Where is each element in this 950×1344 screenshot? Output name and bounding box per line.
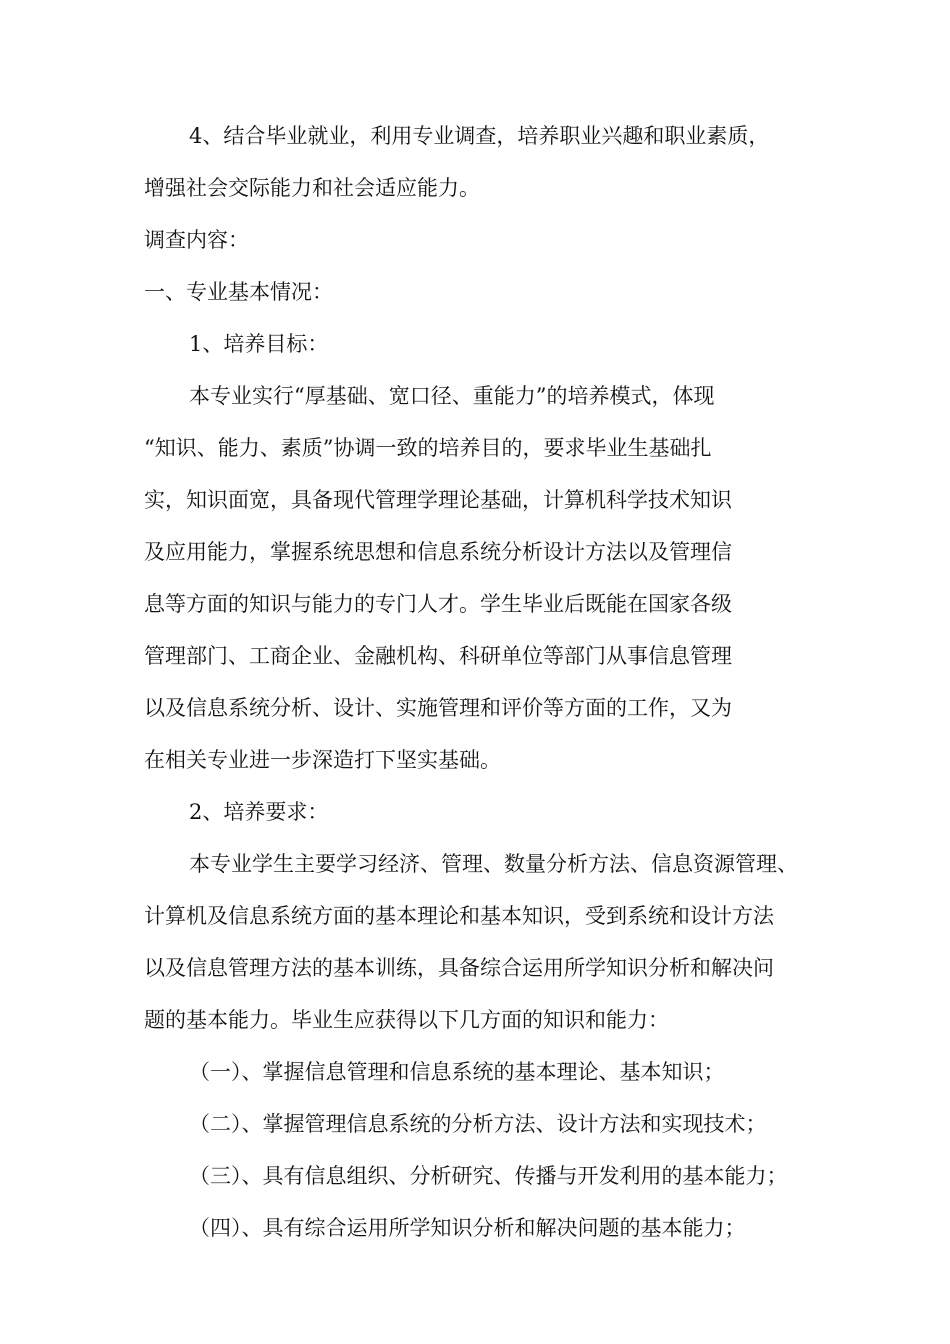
- paragraph-line: 实，知识面宽，具备现代管理学理论基础，计算机科学技术知识: [144, 488, 732, 512]
- paragraph-line: 及应用能力，掌握系统思想和信息系统分析设计方法以及管理信: [144, 540, 732, 564]
- paragraph-line: 以及信息管理方法的基本训练，具备综合运用所学知识分析和解决问: [144, 956, 774, 980]
- paragraph-line: 息等方面的知识与能力的专门人才。学生毕业后既能在国家各级: [144, 592, 732, 616]
- paragraph-line: 增强社会交际能力和社会适应能力。: [144, 176, 480, 200]
- subsection-heading: 2、培养要求：: [189, 800, 329, 824]
- list-item: （二）、掌握管理信息系统的分析方法、设计方法和实现技术；: [189, 1112, 767, 1136]
- paragraph-line: 计算机及信息系统方面的基本理论和基本知识，受到系统和设计方法: [144, 904, 774, 928]
- paragraph-line: 本专业学生主要学习经济、管理、数量分析方法、信息资源管理、: [189, 852, 798, 876]
- list-item: （一）、掌握信息管理和信息系统的基本理论、基本知识；: [189, 1060, 725, 1084]
- section-heading: 调查内容：: [144, 228, 249, 252]
- subsection-heading: 1、培养目标：: [189, 332, 329, 356]
- list-item: （四）、具有综合运用所学知识分析和解决问题的基本能力；: [189, 1216, 746, 1240]
- section-heading: 一、专业基本情况：: [144, 280, 333, 304]
- paragraph-line: “知识、能力、素质”协调一致的培养目的，要求毕业生基础扎: [144, 436, 712, 460]
- paragraph-line: 4、结合毕业就业，利用专业调查，培养职业兴趣和职业素质，: [189, 124, 770, 148]
- paragraph-line: 以及信息系统分析、设计、实施管理和评价等方面的工作，又为: [144, 696, 732, 720]
- paragraph-line: 在相关专业进一步深造打下坚实基础。: [144, 748, 501, 772]
- list-item: （三）、具有信息组织、分析研究、传播与开发利用的基本能力；: [189, 1164, 788, 1188]
- paragraph-line: 题的基本能力。毕业生应获得以下几方面的知识和能力：: [144, 1008, 669, 1032]
- paragraph-line: 管理部门、工商企业、金融机构、科研单位等部门从事信息管理: [144, 644, 732, 668]
- paragraph-line: 本专业实行“厚基础、宽口径、重能力”的培养模式，体现: [189, 384, 715, 408]
